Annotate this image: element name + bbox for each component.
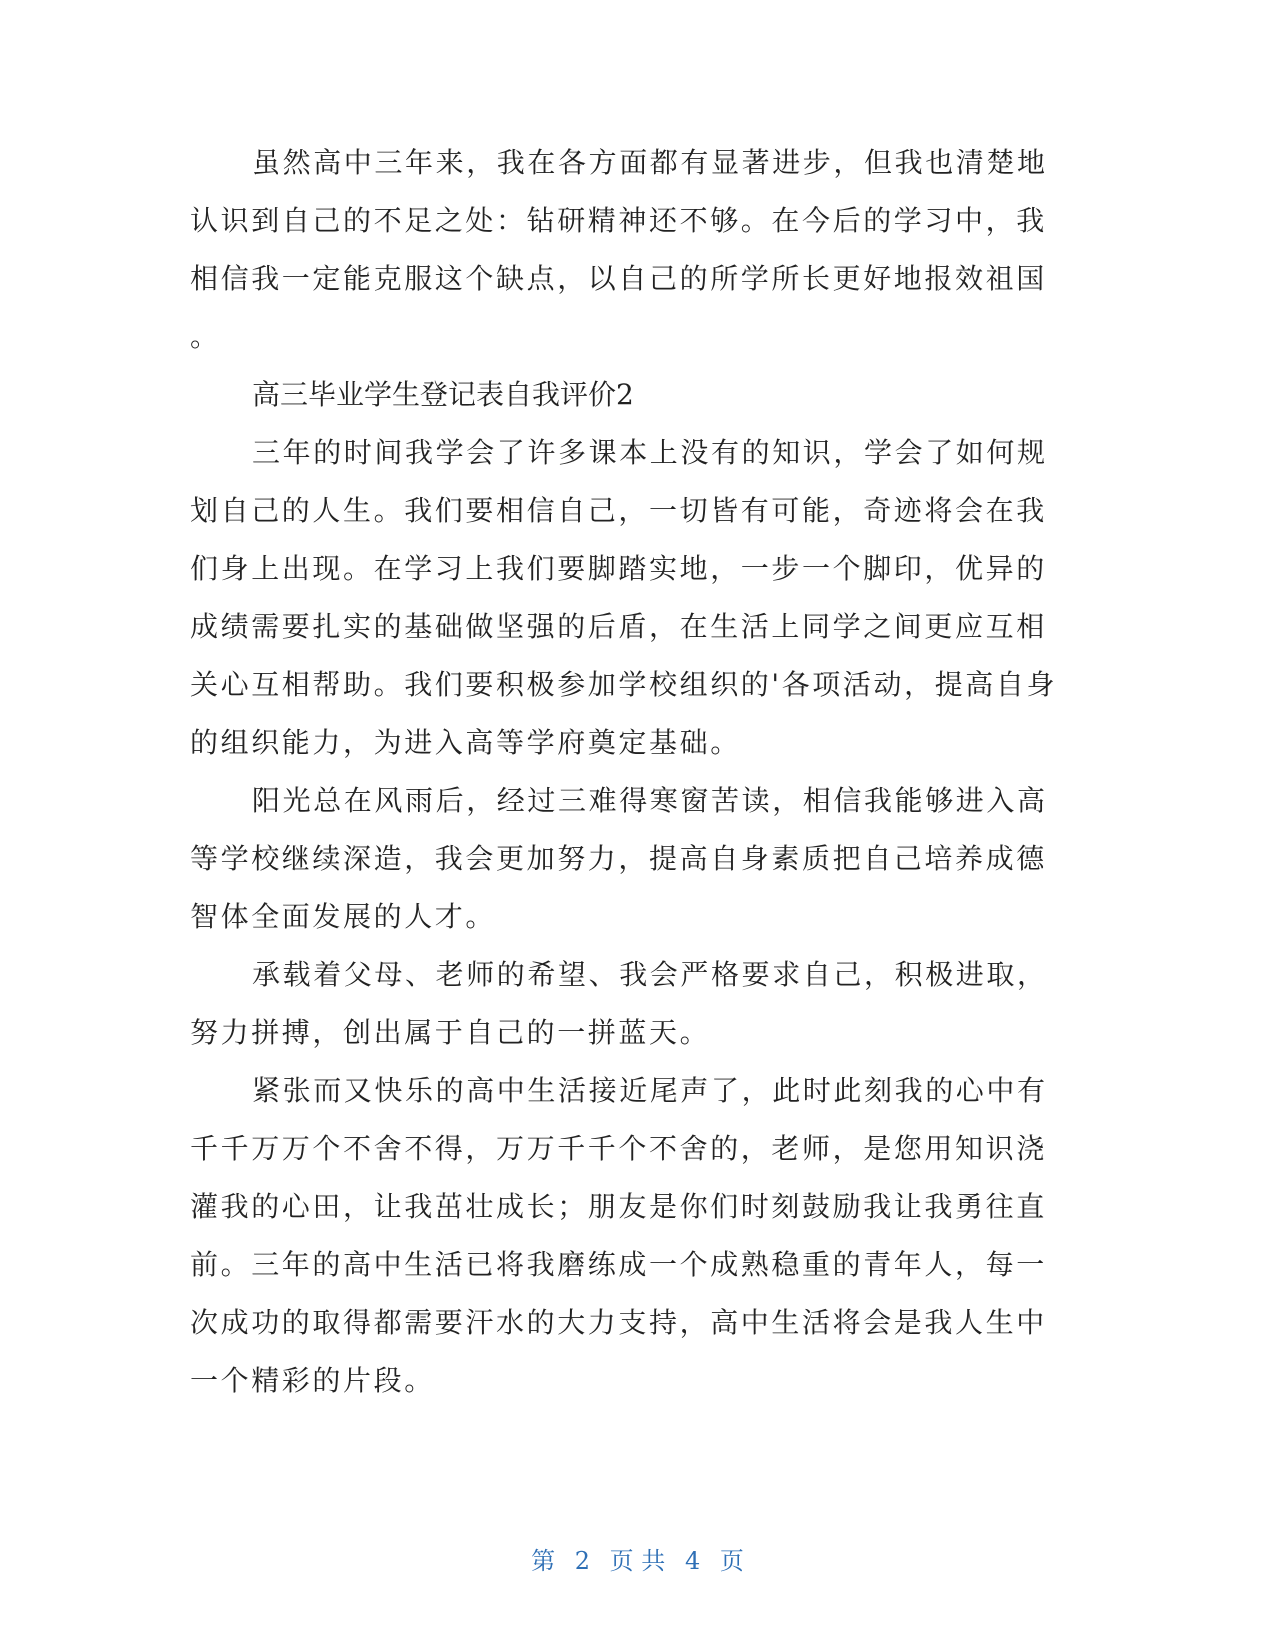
text-line: 的组织能力，为进入高等学府奠定基础。 (190, 726, 741, 759)
page-footer (0, 1546, 1275, 1576)
section-title: 高三毕业学生登记表自我评价2 (252, 378, 634, 411)
text-line: 成绩需要扎实的基础做坚强的后盾，在生活上同学之间更应互相 (190, 610, 1047, 643)
footer-current-page: 2 (574, 1547, 591, 1575)
text-line: 等学校继续深造，我会更加努力，提高自身素质把自己培养成德 (190, 842, 1047, 875)
text-line: 三年的时间我学会了许多课本上没有的知识，学会了如何规 (252, 436, 1048, 469)
text-line: 紧张而又快乐的高中生活接近尾声了，此时此刻我的心中有 (252, 1074, 1048, 1107)
text-line: 承载着父母、老师的希望、我会严格要求自己，积极进取， (252, 958, 1048, 991)
text-line: 们身上出现。在学习上我们要脚踏实地，一步一个脚印，优异的 (190, 552, 1047, 585)
footer-suffix: 页 (719, 1547, 744, 1575)
footer-total-pages: 4 (684, 1547, 701, 1575)
text-line: 一个精彩的片段。 (190, 1364, 435, 1397)
footer-middle: 页 共 (609, 1547, 666, 1575)
text-line: 前。三年的高中生活已将我磨练成一个成熟稳重的青年人，每一 (190, 1248, 1047, 1281)
text-line: 。 (190, 320, 221, 353)
text-line: 智体全面发展的人才。 (190, 900, 497, 933)
text-line: 次成功的取得都需要汗水的大力支持，高中生活将会是我人生中 (190, 1306, 1047, 1339)
text-line: 千千万万个不舍不得，万万千千个不舍的，老师，是您用知识浇 (190, 1132, 1047, 1165)
footer-prefix: 第 (531, 1547, 556, 1575)
text-line: 灌我的心田，让我茁壮成长；朋友是你们时刻鼓励我让我勇往直 (190, 1190, 1047, 1223)
text-line: 努力拼搏，创出属于自己的一拼蓝天。 (190, 1016, 711, 1049)
text-line: 认识到自己的不足之处：钻研精神还不够。在今后的学习中，我 (190, 204, 1047, 237)
text-line: 虽然高中三年来，我在各方面都有显著进步，但我也清楚地 (252, 146, 1048, 179)
text-line: 阳光总在风雨后，经过三难得寒窗苦读，相信我能够进入高 (252, 784, 1048, 817)
text-line: 相信我一定能克服这个缺点，以自己的所学所长更好地报效祖国 (190, 262, 1047, 295)
text-line: 关心互相帮助。我们要积极参加学校组织的'各项活动，提高自身 (190, 668, 1058, 701)
text-line: 划自己的人生。我们要相信自己，一切皆有可能，奇迹将会在我 (190, 494, 1047, 527)
